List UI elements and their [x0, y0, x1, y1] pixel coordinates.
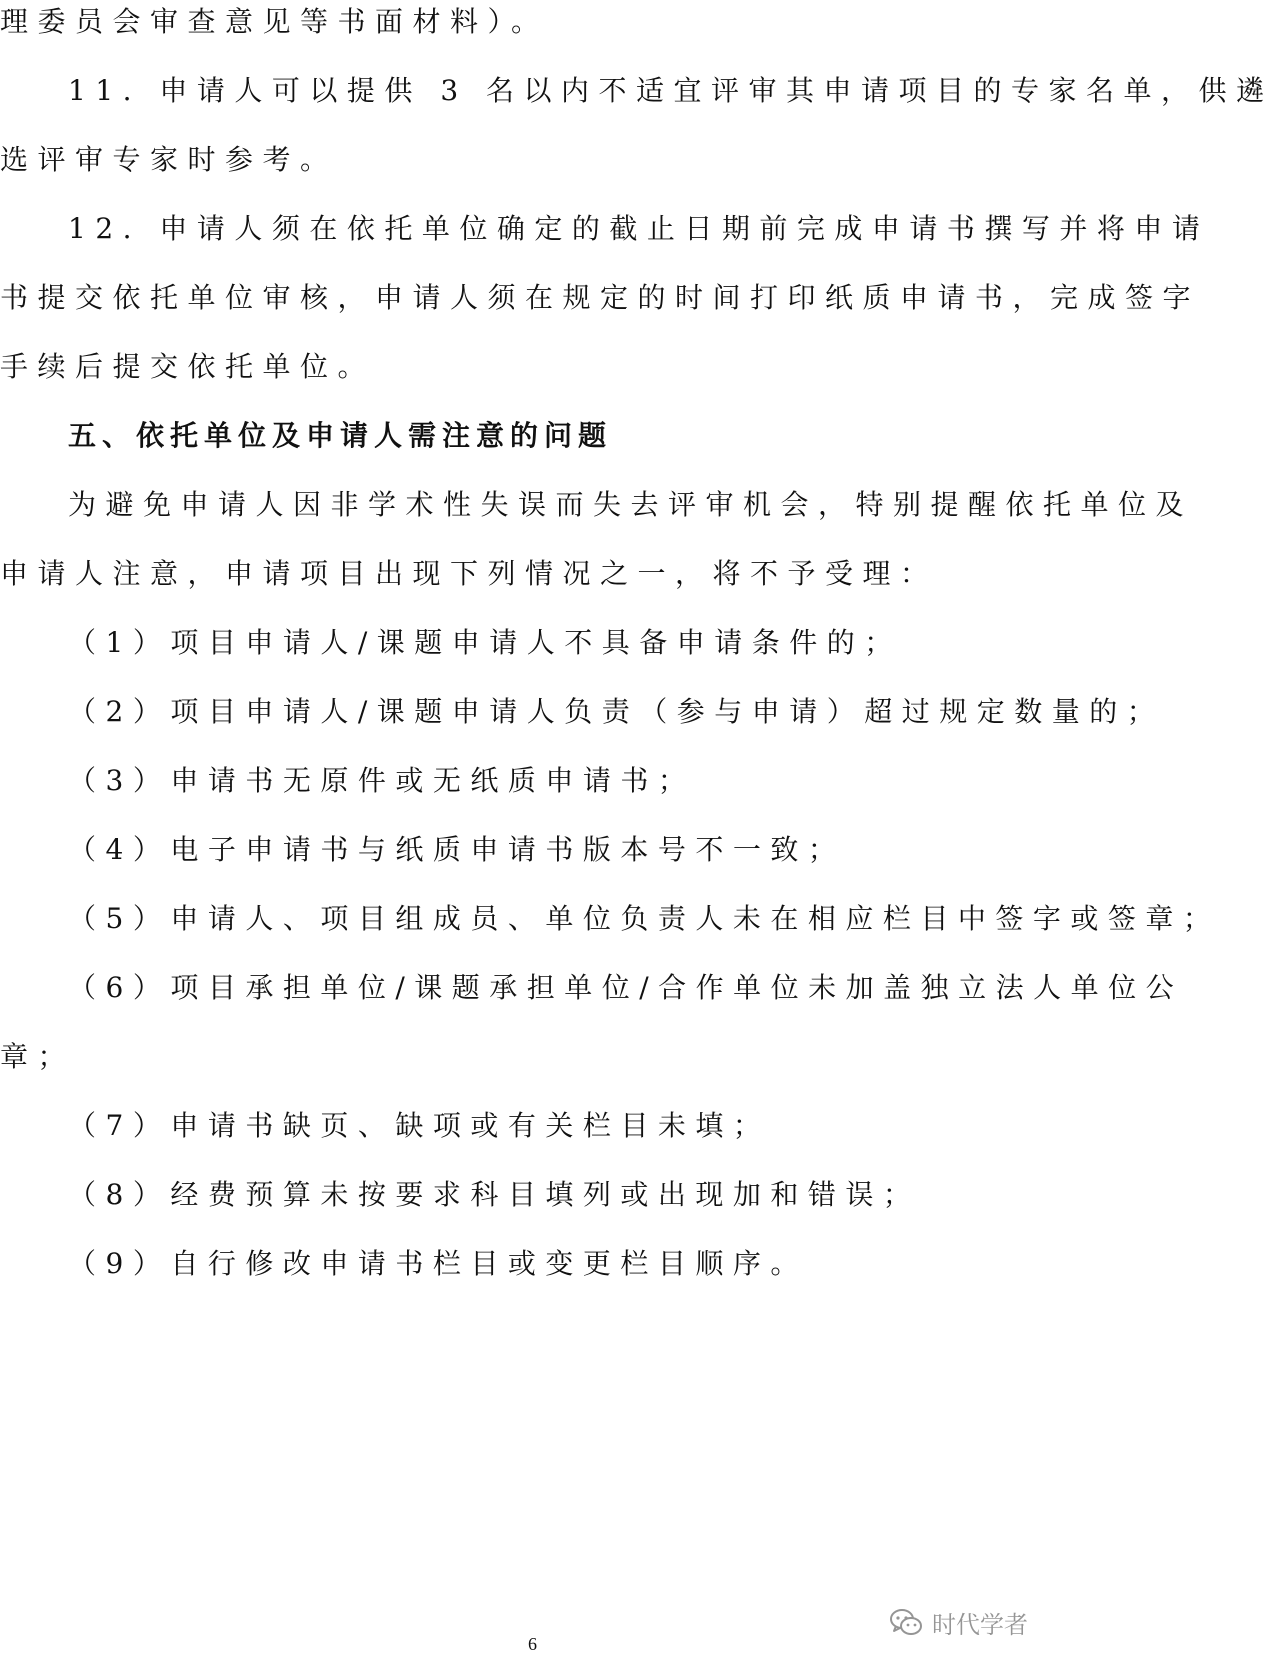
watermark [888, 1604, 1028, 1640]
list-item-11: 11. 申请人可以提供 3 名以内不适宜评审其申请项目的专家名单，供遴 [68, 74, 1274, 107]
text-line: 书提交依托单位审核，申请人须在规定的时间打印纸质申请书，完成签字 [0, 281, 1201, 314]
watermark-text: 时代学者 [932, 1610, 1028, 1639]
condition-item-3: （3）申请书无原件或无纸质申请书； [68, 764, 696, 797]
condition-item-8: （8）经费预算未按要求科目填列或出现加和错误； [68, 1178, 921, 1211]
text-line: 选评审专家时参考。 [0, 143, 338, 176]
section-heading: 五、依托单位及申请人需注意的问题 [68, 419, 613, 452]
condition-item-7: （7）申请书缺页、缺项或有关栏目未填； [68, 1109, 771, 1142]
condition-item-9: （9）自行修改申请书栏目或变更栏目顺序。 [68, 1247, 808, 1280]
condition-item-5: （5）申请人、项目组成员、单位负责人未在相应栏目中签字或签章； [68, 902, 1221, 935]
condition-item-2: （2）项目申请人/课题申请人负责（参与申请）超过规定数量的； [68, 695, 1165, 728]
page-number: 6 [528, 1634, 537, 1654]
text-line: 理委员会审查意见等书面材料）。 [0, 5, 549, 38]
paragraph-line: 为避免申请人因非学术性失误而失去评审机会，特别提醒依托单位及 [68, 488, 1194, 521]
condition-item-6-continuation: 章； [0, 1040, 76, 1073]
condition-item-4: （4）电子申请书与纸质申请书版本号不一致； [68, 833, 846, 866]
paragraph-line: 申请人注意，申请项目出现下列情况之一，将不予受理： [0, 557, 938, 590]
list-item-12: 12. 申请人须在依托单位确定的截止日期前完成申请书撰写并将申请 [68, 212, 1210, 245]
text-line: 手续后提交依托单位。 [0, 350, 376, 383]
condition-item-6: （6）项目承担单位/课题承担单位/合作单位未加盖独立法人单位公 [68, 971, 1184, 1004]
condition-item-1: （1）项目申请人/课题申请人不具备申请条件的； [68, 626, 902, 659]
wechat-icon [888, 1607, 924, 1637]
